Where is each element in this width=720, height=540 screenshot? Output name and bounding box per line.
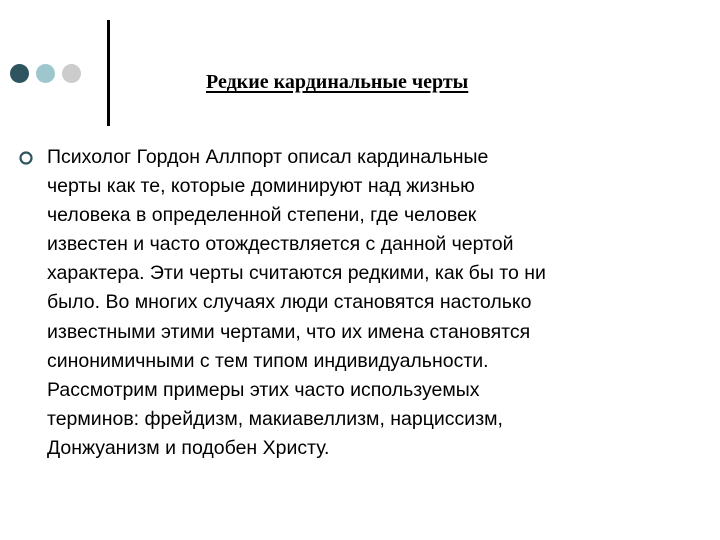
bullet-line: известными этими чертами, что их имена становятся (47, 320, 531, 343)
bullet-line: известен и часто отождествляется с данной чертой (47, 233, 514, 256)
bullet-line: было. Во многих случаях люди становятся настолько (47, 291, 532, 314)
bullet-line: черты как те, которые доминируют над жизнью (47, 175, 475, 198)
decorative-dots (10, 64, 81, 83)
bullet-line: синонимичными с тем типом индивидуальности. (47, 349, 489, 372)
bullet-line: Психолог Гордон Аллпорт описал кардинальные (47, 146, 489, 168)
light-teal-dot (36, 64, 55, 83)
dark-teal-dot (10, 64, 29, 83)
bullet-line: терминов: фрейдизм, макиавеллизм, нарциссизм, (47, 407, 503, 430)
bullet-line: Донжуанизм и подобен Христу. (47, 436, 330, 459)
bullet-text (47, 143, 546, 463)
bullet-line: человека в определенной степени, где человек (47, 204, 477, 227)
slide-title: Редкие кардинальные черты (206, 71, 469, 93)
bullet-line: Рассмотрим примеры этих часто используемых (47, 378, 480, 401)
light-gray-dot (62, 64, 81, 83)
hollow-circle-bullet-icon (18, 143, 38, 171)
vertical-divider (107, 20, 110, 126)
bullet-item (18, 143, 678, 463)
bullet-line: характера. Эти черты считаются редкими, как бы то ни (47, 262, 546, 285)
